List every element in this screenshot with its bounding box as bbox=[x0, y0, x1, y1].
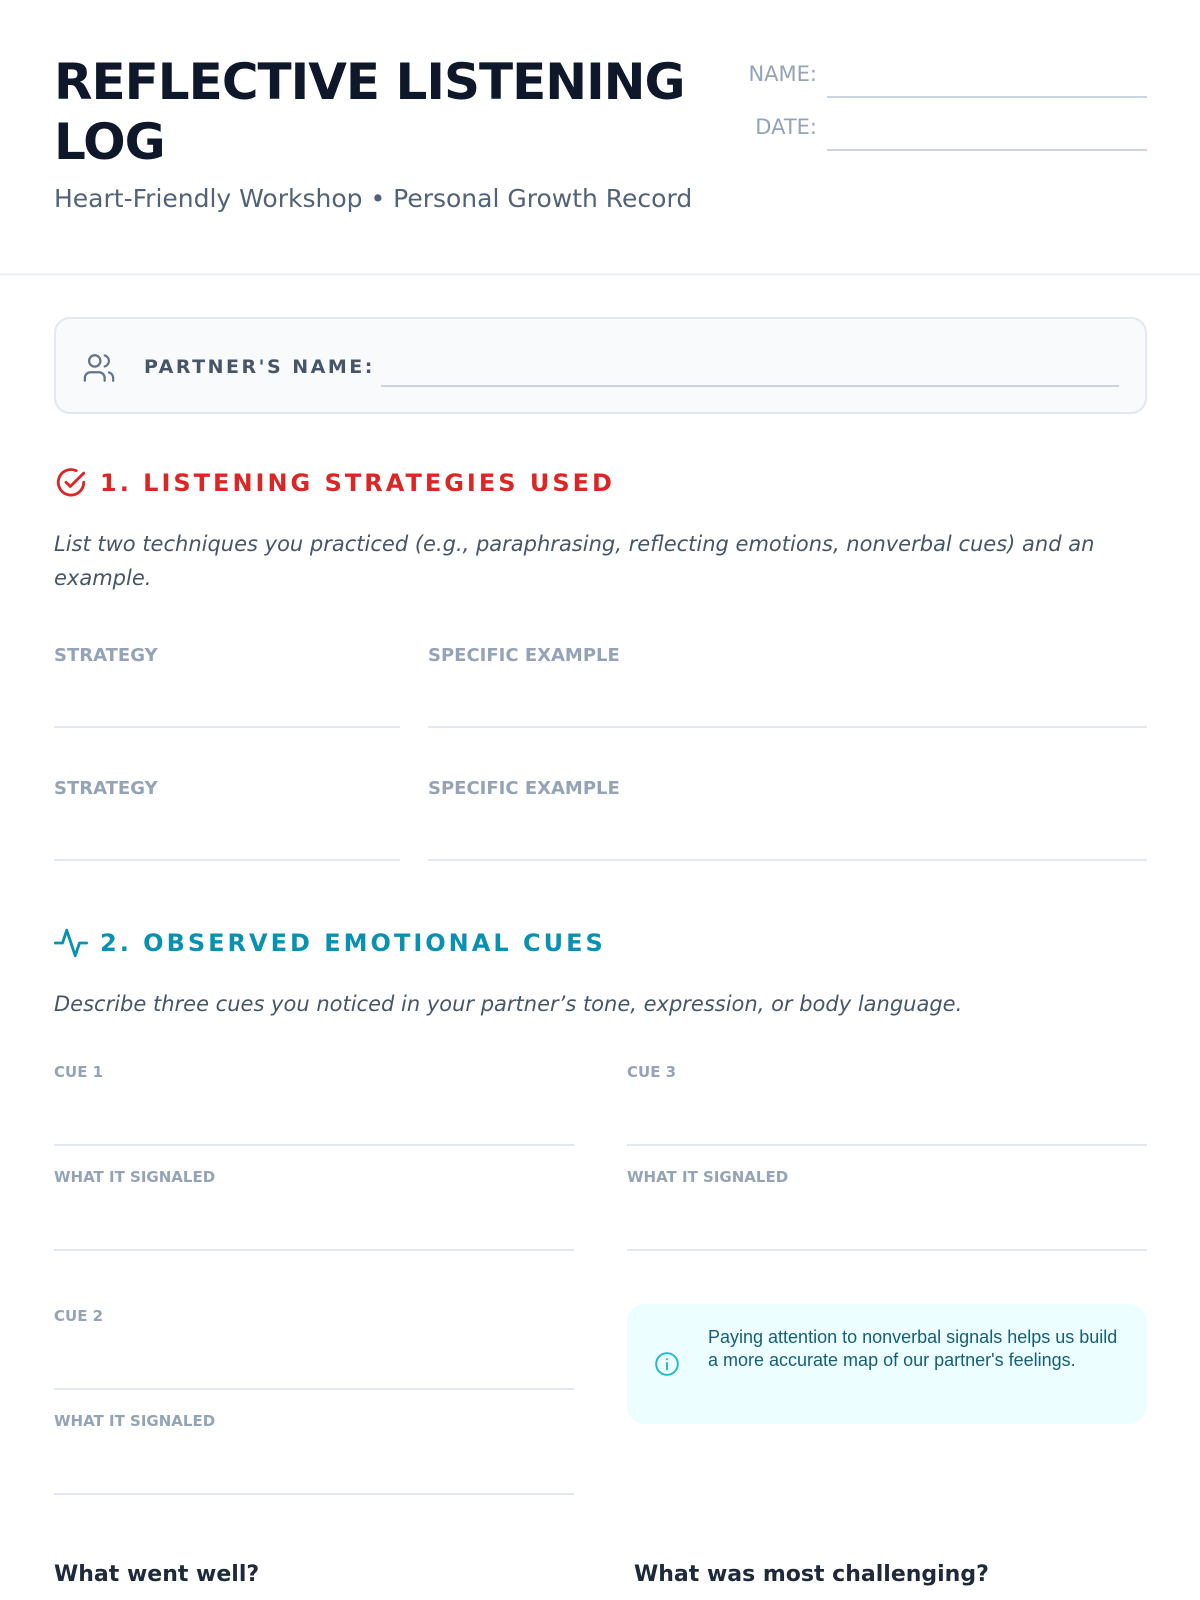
example-label: SPECIFIC EXAMPLE bbox=[428, 778, 620, 799]
info-callout bbox=[627, 1304, 1147, 1424]
cue-label: CUE 1 bbox=[54, 1063, 104, 1081]
cue-label: CUE 2 bbox=[54, 1307, 104, 1325]
cue-field-3[interactable] bbox=[627, 1063, 1147, 1146]
date-field[interactable] bbox=[827, 149, 1147, 151]
info-icon bbox=[654, 1351, 680, 1377]
signal-label: WHAT IT SIGNALED bbox=[627, 1168, 789, 1186]
signal-label: WHAT IT SIGNALED bbox=[54, 1168, 216, 1186]
users-icon bbox=[82, 351, 116, 385]
signal-field-3[interactable] bbox=[627, 1168, 1147, 1251]
section-cues-title: 2. OBSERVED EMOTIONAL CUES bbox=[100, 929, 606, 957]
challenging-question: What was most challenging? bbox=[634, 1562, 989, 1587]
cue-label: CUE 3 bbox=[627, 1063, 677, 1081]
check-circle-icon bbox=[54, 466, 88, 500]
page-header bbox=[0, 0, 1200, 276]
name-field[interactable] bbox=[827, 96, 1147, 98]
section-strategies-instructions: List two techniques you practiced (e.g., paraphrasing, reflecting emotions, nonverbal cues) and an example. bbox=[54, 532, 1095, 590]
info-text: Paying attention to nonverbal signals helps us build a more accurate map of our partner's feelings. bbox=[708, 1327, 1118, 1370]
partner-name-label: PARTNER'S NAME: bbox=[144, 356, 375, 378]
section-strategies-title: 1. LISTENING STRATEGIES USED bbox=[100, 469, 615, 497]
page-title: REFLECTIVE LISTENING LOG bbox=[54, 53, 685, 171]
name-row bbox=[700, 56, 1147, 96]
strategy-field-2[interactable] bbox=[54, 778, 400, 861]
signal-field-1[interactable] bbox=[54, 1168, 574, 1251]
cue-field-2[interactable] bbox=[54, 1307, 574, 1390]
example-field-2[interactable] bbox=[428, 778, 1147, 861]
activity-icon bbox=[54, 926, 88, 960]
cue-field-1[interactable] bbox=[54, 1063, 574, 1146]
section-strategies-header bbox=[54, 466, 654, 502]
signal-label: WHAT IT SIGNALED bbox=[54, 1412, 216, 1430]
strategy-label: STRATEGY bbox=[54, 645, 158, 666]
signal-field-2[interactable] bbox=[54, 1412, 574, 1495]
went-well-question: What went well? bbox=[54, 1562, 260, 1587]
date-label: DATE: bbox=[755, 115, 817, 139]
partner-name-box bbox=[54, 317, 1147, 414]
example-field-1[interactable] bbox=[428, 645, 1147, 728]
partner-name-field[interactable] bbox=[381, 385, 1119, 387]
date-row bbox=[700, 109, 1147, 149]
section-cues-header bbox=[54, 926, 654, 962]
strategy-field-1[interactable] bbox=[54, 645, 400, 728]
page-subtitle: Heart-Friendly Workshop • Personal Growth Record bbox=[54, 184, 693, 213]
name-label: NAME: bbox=[748, 62, 817, 86]
section-cues-instructions: Describe three cues you noticed in your partner’s tone, expression, or body language. bbox=[54, 992, 963, 1016]
example-label: SPECIFIC EXAMPLE bbox=[428, 645, 620, 666]
strategy-label: STRATEGY bbox=[54, 778, 158, 799]
